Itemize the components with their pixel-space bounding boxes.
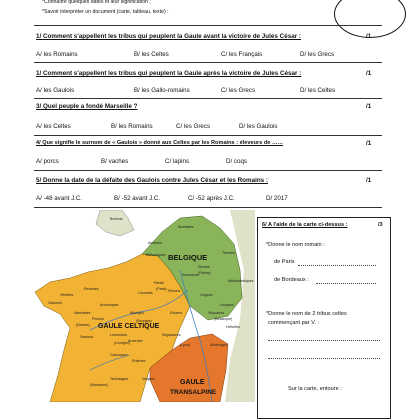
- city-label: (Besançon): [214, 317, 233, 321]
- divider: [34, 25, 382, 26]
- question-2-points: /1: [366, 70, 372, 77]
- tribe-label: Rutènes: [132, 359, 146, 363]
- question-4-points: /1: [366, 140, 372, 147]
- divider: [34, 207, 382, 208]
- label-bordeaux: de Bordeaux :: [274, 277, 309, 283]
- option-b[interactable]: B/ vaches: [101, 158, 129, 165]
- label-belgique: BELGIQUE: [168, 253, 208, 262]
- tribe-label: Trévires: [222, 251, 235, 255]
- tribe-label: Lingons: [200, 293, 213, 297]
- option-d[interactable]: D/ les Gaulois: [239, 123, 278, 130]
- question-1-points: /1: [366, 33, 372, 40]
- exercise-6-title: 6/ A l'aide de la carte ci-dessus :: [262, 222, 348, 228]
- answer-line-paris[interactable]: [298, 265, 376, 266]
- tribe-label: Osismes: [48, 301, 62, 305]
- answer-line-tribe-2[interactable]: [268, 358, 380, 359]
- question-5-points: /1: [366, 177, 372, 184]
- tribe-label: Rèmes: [198, 265, 210, 269]
- question-5: 5/ Donne la date de la défaite des Gaulois contre Jules César et les Romains : /1: [36, 177, 372, 184]
- objective-line-1: *Connaître quelques dates et leur signification ;: [42, 0, 151, 5]
- tribe-label: Vénètes: [60, 293, 74, 297]
- option-c[interactable]: C/ les Grecs: [176, 123, 211, 130]
- tribe-label: Sénons: [168, 289, 181, 293]
- tribe-label: Parisii: [154, 281, 164, 285]
- divider: [34, 170, 382, 171]
- exercise-6-box: [257, 217, 391, 419]
- question-4: 4/ Que signifie le surnom de « Gaulois » donné aux Celtes par les Romains : éleveurs de …… /1: [36, 140, 372, 147]
- gaul-map: [30, 210, 255, 402]
- question-3-points: /1: [366, 103, 372, 110]
- tribe-label: Pictons: [92, 317, 104, 321]
- tribe-label: Eduens: [170, 311, 183, 315]
- option-a[interactable]: A/ les Romains: [36, 51, 78, 58]
- tribe-label: Ségusiaves: [162, 333, 181, 337]
- tribe-label: Lemovices: [110, 333, 128, 337]
- divider: [34, 135, 382, 136]
- label-paris: de Paris: [274, 259, 295, 265]
- prompt-tribes-2: commençant par V. :: [268, 320, 320, 326]
- city-label: (Bourges): [136, 319, 152, 323]
- option-b[interactable]: B/ les Celtes: [134, 51, 169, 58]
- option-a[interactable]: A/ -48 avant J.C.: [36, 195, 83, 202]
- tribe-label: Médiomatriques: [228, 279, 254, 283]
- tribe-label: Santons: [80, 335, 94, 339]
- tribe-label: Séquanes: [208, 311, 225, 315]
- option-d[interactable]: D/ 2017: [266, 195, 288, 202]
- tribe-label: Volques: [142, 377, 155, 381]
- prompt-circle: Sur la carte, entoure :: [288, 386, 342, 392]
- option-d[interactable]: D/ les Celtes: [300, 87, 336, 94]
- option-a[interactable]: A/ les Celtes: [36, 123, 71, 130]
- city-label: (Lyon): [180, 343, 191, 347]
- exercise-6-points: /3: [378, 222, 383, 228]
- option-d[interactable]: D/ les Grecs: [300, 51, 335, 58]
- tribe-label: Redones: [84, 287, 99, 291]
- city-label: (Paris): [156, 287, 167, 291]
- city-label: (Reims): [198, 271, 211, 275]
- tribe-label: Carnutes: [138, 291, 153, 295]
- option-b[interactable]: B/ -52 avant J.C.: [114, 195, 161, 202]
- city-label: (Bordeaux): [90, 383, 108, 387]
- tribe-label: Bretons: [110, 217, 123, 221]
- tribe-label: Armoriques: [100, 303, 119, 307]
- tribe-label: Namnètes: [74, 311, 91, 315]
- objective-line-2: *Savoir interpréter un document (carte, tableau, texte) :: [42, 9, 169, 15]
- label-gaule-transalpine-1: GAULE: [180, 379, 205, 386]
- question-1: 1/ Comment s'appellent les tribus qui peuplent la Gaule avant la victoire de Jules César : /1: [36, 33, 372, 40]
- tribe-label: Cadurques: [110, 353, 128, 357]
- city-label: (Nantes): [76, 323, 90, 327]
- divider: [34, 98, 382, 99]
- option-c[interactable]: C/ lapins: [165, 158, 190, 165]
- tribe-label: Tectosages: [110, 377, 129, 381]
- tribe-label: Allobroges: [210, 343, 227, 347]
- prompt-tribes: *Donne le nom de 2 tribus celtes: [266, 311, 347, 317]
- answer-line-bordeaux[interactable]: [316, 283, 376, 284]
- tribe-label: Arvernes: [128, 339, 143, 343]
- option-c[interactable]: C/ les Grecs: [221, 87, 256, 94]
- option-a[interactable]: A/ les Gaulois: [36, 87, 75, 94]
- question-3: 3/ Quel peuple a fondé Marseille ? /1: [36, 103, 372, 110]
- question-2: 1/ Comment s'appellent les tribus qui peuplent la Gaule après la victoire de Jules César : /1: [36, 70, 372, 77]
- label-gaule-transalpine-2: TRANSALPINE: [170, 389, 217, 396]
- tribe-label: Bellovaques: [146, 253, 166, 257]
- option-c[interactable]: C/ les Français: [221, 51, 263, 58]
- option-b[interactable]: B/ les Gallo-romains: [134, 87, 190, 94]
- option-a[interactable]: A/ porcs: [36, 158, 59, 165]
- option-c[interactable]: C/ -52 après J.C.: [188, 195, 235, 202]
- tribe-label: Atrebates: [178, 225, 194, 229]
- divider: [34, 62, 382, 63]
- answer-line-tribe-1[interactable]: [268, 340, 380, 341]
- prompt-roman-name: *Donne le nom romain :: [266, 242, 325, 248]
- tribe-label: Leuques: [220, 303, 234, 307]
- tribe-label: Helvètes: [226, 325, 240, 329]
- city-label: (Limoges): [114, 341, 130, 345]
- option-b[interactable]: B/ les Romains: [111, 123, 153, 130]
- tribe-label: Suessions: [182, 273, 199, 277]
- tribe-label: Bituriges: [130, 311, 144, 315]
- tribe-label: Ambiens: [148, 241, 162, 245]
- label-gaule-celtique: GAULE CELTIQUE: [98, 323, 160, 330]
- option-d[interactable]: D/ coqs: [226, 158, 247, 165]
